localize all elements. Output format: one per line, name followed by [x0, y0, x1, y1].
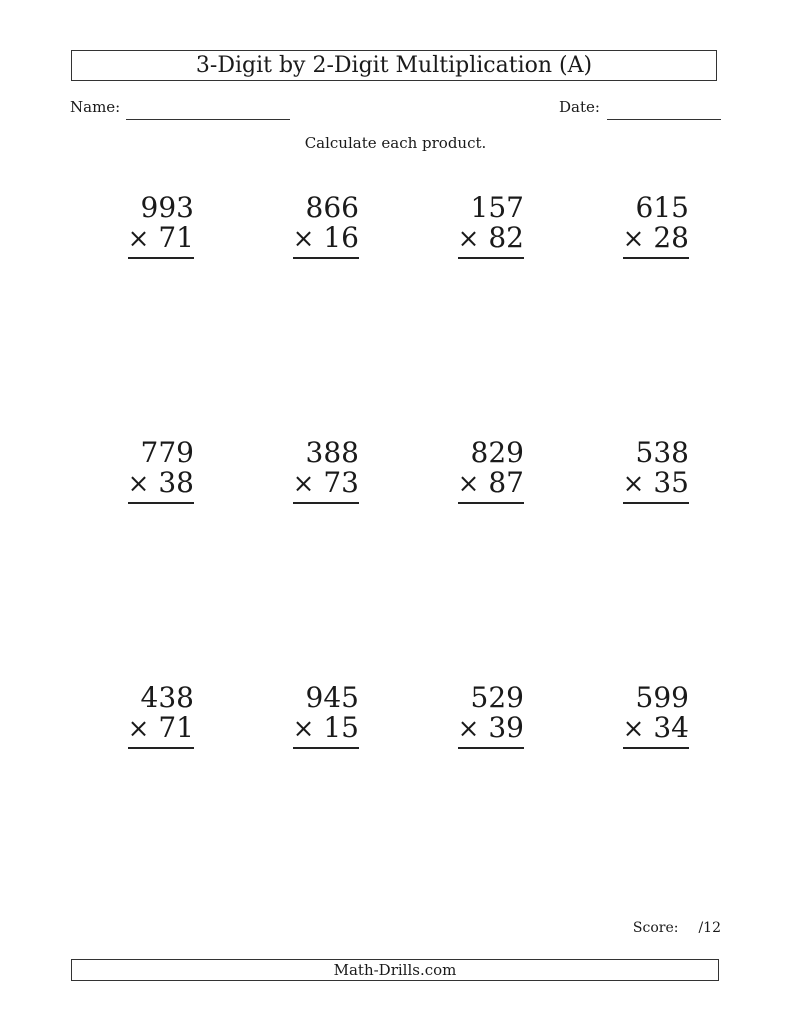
answer-rule	[293, 747, 359, 749]
problem-bottom-number: 34	[653, 711, 689, 744]
score-total: /12	[698, 920, 721, 936]
problem-top-number: 538	[635, 436, 689, 469]
problem-12	[599, 683, 689, 743]
problem-bottom-number: 35	[653, 466, 689, 499]
multiply-operator: ×	[457, 224, 480, 254]
score	[633, 920, 721, 936]
worksheet-title-box	[71, 50, 717, 81]
problem-bottom-number: 87	[488, 466, 524, 499]
answer-rule	[128, 747, 194, 749]
multiply-operator: ×	[292, 469, 315, 499]
problem-top-number: 993	[140, 191, 194, 224]
date-field[interactable]	[607, 119, 721, 120]
answer-rule	[128, 257, 194, 259]
multiply-operator: ×	[292, 224, 315, 254]
score-label: Score:	[632, 920, 679, 936]
date-label: Date:	[559, 98, 600, 116]
problem-6	[269, 438, 359, 498]
footer-box	[71, 959, 719, 981]
answer-rule	[458, 747, 524, 749]
problem-top-number: 388	[305, 436, 359, 469]
problem-11	[434, 683, 524, 743]
multiply-operator: ×	[292, 714, 315, 744]
problem-bottom-number: 71	[158, 711, 194, 744]
multiply-operator: ×	[622, 224, 645, 254]
problem-2	[269, 193, 359, 253]
problem-top-number: 945	[305, 681, 359, 714]
problem-top-number: 438	[140, 681, 194, 714]
answer-rule	[128, 502, 194, 504]
problem-top-number: 529	[470, 681, 524, 714]
answer-rule	[293, 502, 359, 504]
problem-5	[104, 438, 194, 498]
answer-rule	[458, 257, 524, 259]
problem-top-number: 779	[140, 436, 194, 469]
problem-bottom-number: 28	[653, 221, 689, 254]
multiply-operator: ×	[622, 714, 645, 744]
problem-9	[104, 683, 194, 743]
problem-top-number: 829	[470, 436, 524, 469]
multiply-operator: ×	[127, 224, 150, 254]
problem-top-number: 866	[305, 191, 359, 224]
problem-10	[269, 683, 359, 743]
answer-rule	[458, 502, 524, 504]
problem-7	[434, 438, 524, 498]
multiply-operator: ×	[127, 714, 150, 744]
name-field[interactable]	[126, 119, 290, 120]
answer-rule	[293, 257, 359, 259]
problem-top-number: 157	[470, 191, 524, 224]
problem-4	[599, 193, 689, 253]
problem-top-number: 615	[635, 191, 689, 224]
problem-8	[599, 438, 689, 498]
name-label: Name:	[70, 98, 121, 116]
multiply-operator: ×	[127, 469, 150, 499]
answer-rule	[623, 502, 689, 504]
problem-bottom-number: 16	[323, 221, 359, 254]
problem-bottom-number: 38	[158, 466, 194, 499]
problem-bottom-number: 82	[488, 221, 524, 254]
answer-rule	[623, 747, 689, 749]
answer-rule	[623, 257, 689, 259]
problem-bottom-number: 15	[323, 711, 359, 744]
problem-3	[434, 193, 524, 253]
problem-bottom-number: 39	[488, 711, 524, 744]
footer-site: Math-Drills.com	[333, 961, 457, 979]
problem-bottom-number: 73	[323, 466, 359, 499]
multiply-operator: ×	[457, 714, 480, 744]
problem-top-number: 599	[635, 681, 689, 714]
problem-1	[104, 193, 194, 253]
worksheet-title: 3-Digit by 2-Digit Multiplication (A)	[195, 53, 593, 78]
instruction-text: Calculate each product.	[304, 134, 487, 152]
multiply-operator: ×	[622, 469, 645, 499]
multiply-operator: ×	[457, 469, 480, 499]
problem-bottom-number: 71	[158, 221, 194, 254]
